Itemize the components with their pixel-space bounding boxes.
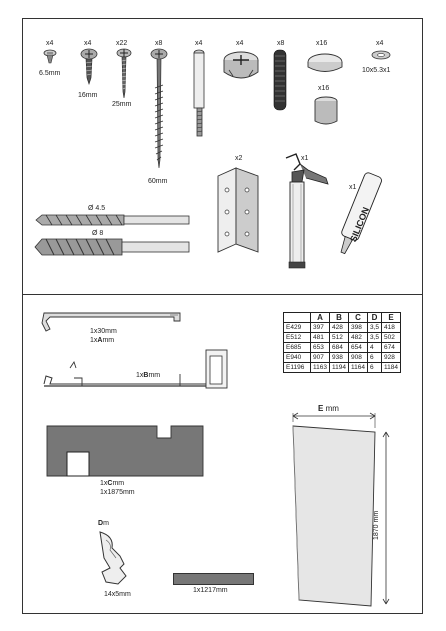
table-cell: 481	[311, 333, 330, 343]
table-cell: 3,5	[367, 323, 381, 333]
screw-16-icon	[79, 48, 99, 88]
bracket-qty: x2	[235, 155, 243, 162]
table-cell: 907	[311, 353, 330, 363]
cap-cylinder-qty: x16	[318, 85, 330, 92]
table-cell: 4	[367, 343, 381, 353]
profile-d-size: 14x5mm	[104, 591, 131, 598]
profile-b-size: 1xBmm	[136, 372, 161, 379]
table-cell: E940	[284, 353, 311, 363]
table-cell: 684	[329, 343, 348, 353]
screw-16-size: 16mm	[78, 92, 98, 99]
screw-small-size: 6.5mm	[39, 70, 61, 77]
table-cell: 398	[348, 323, 367, 333]
table-cell: 482	[348, 333, 367, 343]
drill-45-label: Ø 4.5	[88, 205, 106, 212]
profile-c-size1: 1xCmm	[100, 480, 125, 487]
table-header: E	[382, 313, 401, 323]
cap-cylinder-icon	[311, 95, 341, 129]
table-cell: 654	[348, 343, 367, 353]
profile-c-size2: 1x1875mm	[100, 489, 135, 496]
profile-d-label: Dm	[98, 520, 109, 527]
cap-round-qty: x16	[316, 40, 328, 47]
table-cell: 418	[382, 323, 401, 333]
table-cell: 6	[367, 353, 381, 363]
cam-lock-qty: x4	[236, 40, 244, 47]
bolt-icon	[189, 48, 209, 143]
washer-icon	[370, 49, 392, 63]
bolt-qty: x4	[195, 40, 203, 47]
bracket-icon	[214, 164, 264, 254]
screw-25-size: 25mm	[112, 101, 132, 108]
drill-8-label: Ø 8	[92, 230, 104, 237]
screw-small-qty: x4	[46, 40, 54, 47]
screw-60-size: 60mm	[148, 178, 168, 185]
table-row	[284, 363, 401, 373]
table-cell: 1184	[382, 363, 401, 373]
silicone-qty: x1	[349, 184, 357, 191]
table-cell: 908	[348, 353, 367, 363]
table-cell: 512	[329, 333, 348, 343]
table-header: D	[367, 313, 381, 323]
panel-height-label: 1870 mm	[373, 510, 380, 540]
screw-small-icon	[41, 48, 61, 68]
table-cell: E512	[284, 333, 311, 343]
table-cell: 1163	[311, 363, 330, 373]
dimension-table	[283, 312, 401, 373]
table-cell: 928	[382, 353, 401, 363]
screw-25-icon	[114, 48, 134, 103]
dowel-qty: x8	[277, 40, 285, 47]
cam-lock-icon	[221, 50, 261, 84]
table-cell: 674	[382, 343, 401, 353]
profile-a-size2: 1xAmm	[90, 337, 115, 344]
table-row	[284, 333, 401, 343]
profile-c-icon	[45, 418, 215, 478]
table-cell: 653	[311, 343, 330, 353]
table-header	[284, 313, 311, 323]
screw-60-icon	[149, 48, 169, 173]
table-cell: E685	[284, 343, 311, 353]
washer-size: 10x5.3x1	[362, 67, 391, 74]
panel-width-label: E mm	[318, 404, 339, 413]
table-cell: 428	[329, 323, 348, 333]
silicone-text: SILICON	[348, 205, 372, 244]
caulking-gun-icon	[278, 150, 338, 275]
table-header-row	[284, 313, 401, 323]
table-cell: 502	[382, 333, 401, 343]
drill-45-icon	[34, 212, 194, 228]
table-row	[284, 353, 401, 363]
gun-qty: x1	[301, 155, 309, 162]
cap-round-icon	[305, 50, 345, 80]
table-cell: 1164	[348, 363, 367, 373]
screw-60-qty: x8	[155, 40, 163, 47]
profile-a-size1: 1x30mm	[90, 328, 117, 335]
profile-d-icon	[90, 528, 135, 590]
screw-16-qty: x4	[84, 40, 92, 47]
table-cell: 397	[311, 323, 330, 333]
dowel-icon	[270, 48, 290, 113]
table-header: A	[311, 313, 330, 323]
table-row	[284, 343, 401, 353]
table-cell: E429	[284, 323, 311, 333]
table-header: C	[348, 313, 367, 323]
table-row	[284, 323, 401, 333]
table-cell: 6	[367, 363, 381, 373]
table-cell: E1196	[284, 363, 311, 373]
table-header: B	[329, 313, 348, 323]
profile-e-size: 1x1217mm	[193, 587, 228, 594]
profile-b-icon	[40, 348, 230, 393]
drill-8-icon	[34, 237, 194, 257]
table-cell: 1194	[329, 363, 348, 373]
washer-qty: x4	[376, 40, 384, 47]
profile-e-bar	[173, 573, 254, 585]
table-cell: 938	[329, 353, 348, 363]
screw-25-qty: x22	[116, 40, 128, 47]
table-cell: 3,5	[367, 333, 381, 343]
